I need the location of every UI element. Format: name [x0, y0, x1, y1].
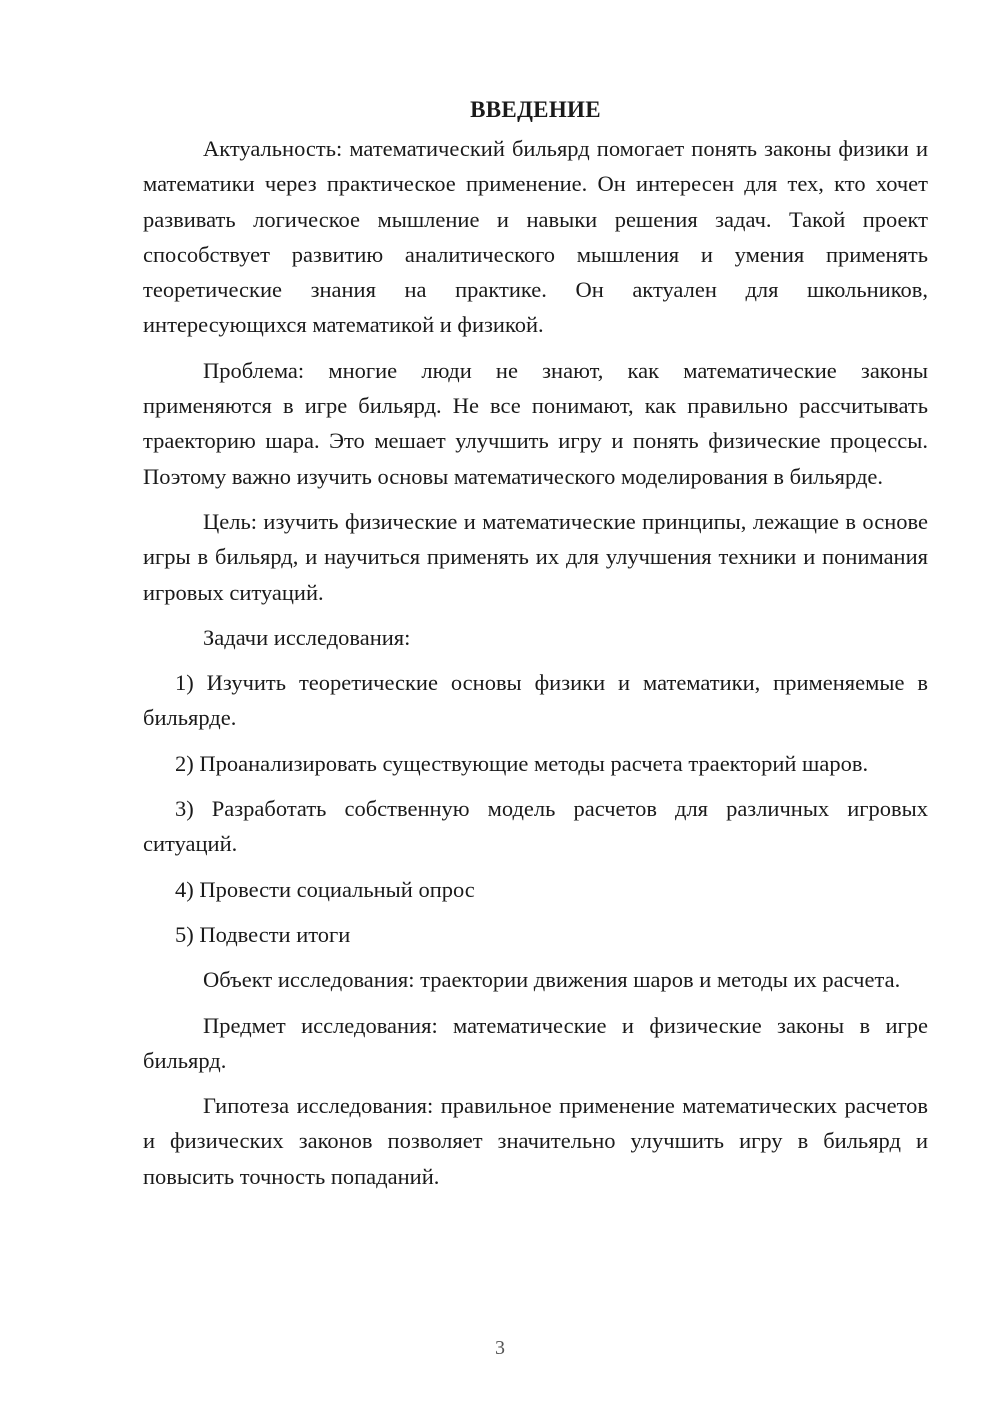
paragraph-object: Объект исследования: траектории движения шаров и методы их расчета. — [203, 967, 901, 993]
section-title: ВВЕДЕНИЕ — [470, 97, 601, 122]
document-page — [143, 94, 928, 1194]
page-number: 3 — [495, 1337, 505, 1359]
paragraph-subject: Предмет исследования: математические и физические законы в игре бильярд. — [143, 1012, 928, 1073]
task-item-4: 4) Провести социальный опрос — [175, 876, 475, 902]
paragraph-goal: Цель: изучить физические и математические принципы, лежащие в основе игры в бильярд, и научиться применять их для улучшения техники и понимания игровых ситуаций. — [143, 508, 928, 605]
paragraph-problem: Проблема: многие люди не знают, как математические законы применяются в игре бильярд. Не все понимают, как правильно рассчитывать траекторию шара. Это мешает улучшить игру и понять физические процессы. Поэтому важно изучить основы математического моделирования в бильярде. — [143, 357, 928, 489]
task-item-3: 3) Разработать собственную модель расчетов для различных игровых ситуаций. — [143, 796, 928, 857]
task-item-5: 5) Подвести итоги — [175, 921, 351, 947]
task-item-1: 1) Изучить теоретические основы физики и математики, применяемые в бильярде. — [143, 670, 928, 731]
task-item-2: 2) Проанализировать существующие методы расчета траекторий шаров. — [175, 750, 869, 776]
tasks-heading: Задачи исследования: — [203, 624, 411, 650]
paragraph-relevance: Актуальность: математический бильярд помогает понять законы физики и математики через практическое применение. Он интересен для тех, кто хочет развивать логическое мышление и навыки решения задач. Такой проект способствует развитию аналитического мышления и умения применять теоретические знания на практике. Он актуален для школьников, интересующихся математикой и физикой. — [143, 136, 928, 338]
paragraph-hypothesis: Гипотеза исследования: правильное применение математических расчетов и физических законов позволяет значительно улучшить игру в бильярд и повысить точность попаданий. — [143, 1093, 928, 1189]
